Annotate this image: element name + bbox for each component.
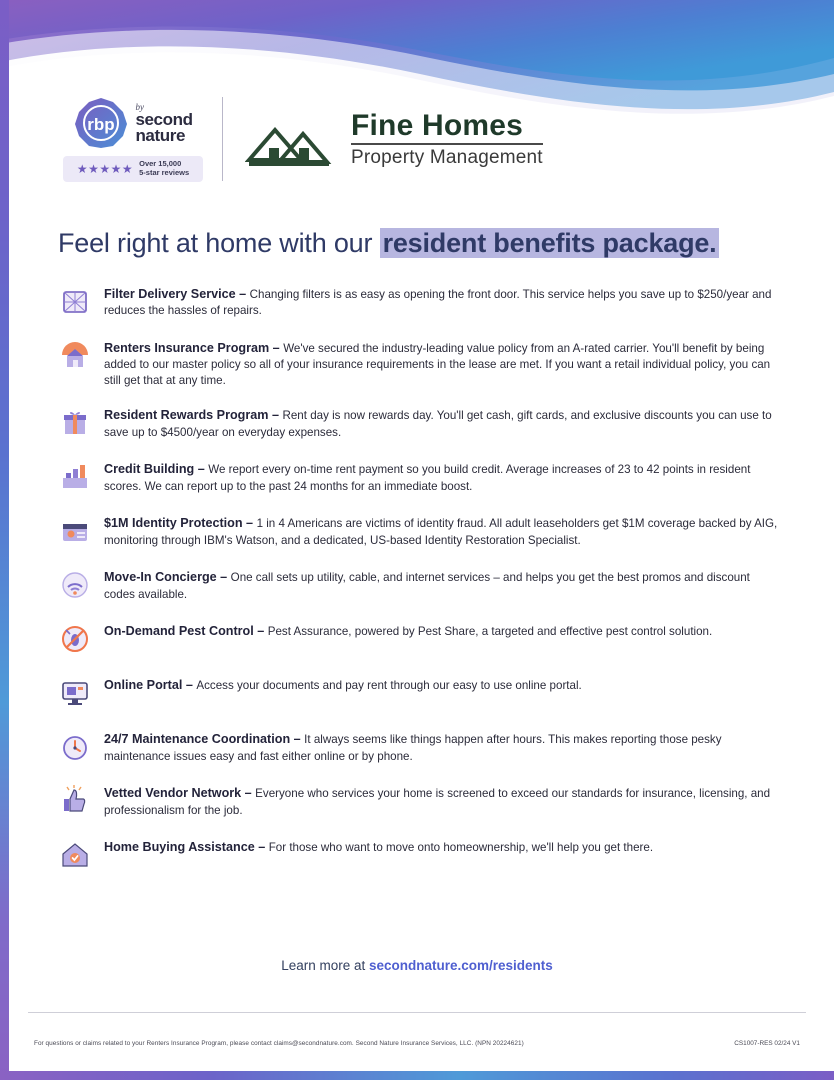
svg-text:rbp: rbp bbox=[87, 115, 116, 135]
benefit-item bbox=[52, 565, 782, 605]
benefit-title: $1M Identity Protection – bbox=[104, 516, 257, 531]
benefit-body: Pest Assurance, powered by Pest Share, a targeted and effective pest control solution. bbox=[267, 625, 713, 639]
house-roofs-icon bbox=[245, 108, 337, 170]
company-subtitle: Property Management bbox=[351, 146, 543, 168]
benefit-text bbox=[104, 403, 782, 440]
benefit-body: It always seems like things happen after hours. This makes reporting those pesky maintenance issues easy and fast either online or by phone. bbox=[104, 733, 722, 763]
headline-highlight: resident benefits package. bbox=[380, 228, 720, 258]
footer-divider bbox=[28, 1012, 806, 1013]
header bbox=[58, 84, 778, 194]
by-second-nature-wordmark bbox=[135, 103, 192, 144]
learn-more bbox=[0, 958, 834, 973]
reviews-badge bbox=[63, 156, 203, 181]
benefit-item bbox=[52, 457, 782, 497]
learn-more-label: Learn more at bbox=[281, 958, 369, 973]
page-title bbox=[58, 228, 788, 259]
benefit-text bbox=[104, 619, 712, 640]
benefit-title: Home Buying Assistance – bbox=[104, 840, 269, 855]
reviews-line-1: Over 15,000 bbox=[139, 159, 182, 169]
umbrella-house-icon bbox=[52, 336, 98, 376]
clock-icon bbox=[52, 727, 98, 767]
benefit-title: 24/7 Maintenance Coordination – bbox=[104, 732, 305, 747]
id-shield-icon bbox=[52, 511, 98, 551]
rbp-logo bbox=[58, 96, 208, 181]
bottom-accent-strip bbox=[0, 1071, 834, 1080]
benefit-text bbox=[104, 835, 653, 856]
benefit-body: Rent day is now rewards day. You'll get cash, gift cards, and exclusive discounts you can use to save up to $4500/year on everyday expenses. bbox=[104, 409, 772, 439]
benefit-body: For those who want to move onto homeownership, we'll help you get there. bbox=[268, 841, 654, 855]
no-pest-icon bbox=[52, 619, 98, 659]
company-name-rule bbox=[351, 143, 543, 145]
benefit-text bbox=[104, 673, 582, 694]
headline-lead: Feel right at home with our bbox=[58, 228, 380, 258]
nature-label: nature bbox=[135, 125, 185, 145]
filter-icon bbox=[52, 282, 98, 322]
secondnature-residents-link[interactable]: secondnature.com/residents bbox=[368, 958, 553, 973]
benefit-body: Changing filters is as easy as opening the front door. This service helps you save up to $250/year and reduces the hassles of repairs. bbox=[104, 288, 772, 318]
benefit-text bbox=[104, 727, 782, 764]
benefit-body: Everyone who services your home is screened to exceed our standards for insurance, licensing, and professionalism for the job. bbox=[104, 787, 771, 817]
reviews-count bbox=[139, 160, 189, 177]
benefit-item bbox=[52, 727, 782, 767]
benefit-title: Resident Rewards Program – bbox=[104, 408, 283, 423]
document-code: CS1007-RES 02/24 V1 bbox=[734, 1040, 800, 1047]
credit-chart-icon bbox=[52, 457, 98, 497]
benefit-title: On-Demand Pest Control – bbox=[104, 624, 268, 639]
reviews-line-2: 5-star reviews bbox=[139, 168, 190, 177]
benefit-item bbox=[52, 619, 782, 659]
benefits-list bbox=[52, 282, 782, 889]
benefit-title: Renters Insurance Program – bbox=[104, 341, 284, 355]
benefit-body: Access your documents and pay rent through our easy to use online portal. bbox=[196, 679, 582, 693]
benefit-item bbox=[52, 336, 782, 389]
disclaimer-text: For questions or claims related to your Renters Insurance Program, please contact claims@secondnature.com. Second Nature Insurance Services, LLC. (NPN 20224621) bbox=[34, 1040, 524, 1047]
benefit-item bbox=[52, 835, 782, 875]
benefit-body: One call sets up utility, cable, and internet services – and helps you get the best promos and discount codes available. bbox=[104, 571, 750, 601]
benefit-text bbox=[104, 511, 782, 548]
benefit-title: Online Portal – bbox=[104, 678, 197, 693]
thumbs-up-icon bbox=[52, 781, 98, 821]
home-check-icon bbox=[52, 835, 98, 875]
benefit-item bbox=[52, 781, 782, 821]
benefit-body: We report every on-time rent payment so you build credit. Average increases of 23 to 42 points in resident scores. We can report up to the past 24 months for an immediate boost. bbox=[104, 463, 751, 493]
benefit-title: Credit Building – bbox=[104, 462, 209, 477]
by-label: by bbox=[135, 101, 144, 112]
star-rating-icon: ★★★★★ bbox=[76, 162, 134, 176]
benefit-text bbox=[104, 565, 782, 602]
benefit-text bbox=[104, 781, 782, 818]
left-accent-strip bbox=[0, 0, 9, 1080]
benefit-text bbox=[104, 336, 782, 389]
benefit-body: We've secured the industry-leading value policy from an A-rated carrier. You'll benefit by being added to our master policy so all of your insurance requirements in the lease are met. If you want a retail individual policy, you can still get that at any time. bbox=[104, 342, 771, 388]
monitor-portal-icon bbox=[52, 673, 98, 713]
benefit-body: 1 in 4 Americans are victims of identity fraud. All adult leaseholders get $1M coverage backed by AIG, monitoring through IBM's Watson, and a dedicated, US-based Identity Restoration Specialist. bbox=[104, 517, 778, 547]
benefit-item bbox=[52, 403, 782, 443]
header-divider bbox=[222, 97, 223, 181]
benefit-item bbox=[52, 673, 782, 713]
benefit-text bbox=[104, 457, 782, 494]
gift-icon bbox=[52, 403, 98, 443]
benefit-item bbox=[52, 282, 782, 322]
benefit-item bbox=[52, 511, 782, 551]
company-logo bbox=[245, 108, 543, 170]
wifi-signal-icon bbox=[52, 565, 98, 605]
benefit-title: Move-In Concierge – bbox=[104, 570, 231, 585]
benefit-title: Filter Delivery Service – bbox=[104, 287, 250, 301]
rbp-badge-icon bbox=[73, 96, 129, 150]
second-label: second bbox=[135, 109, 193, 129]
benefit-text bbox=[104, 282, 782, 319]
company-name: Fine Homes bbox=[351, 108, 524, 142]
benefit-title: Vetted Vendor Network – bbox=[104, 786, 256, 801]
